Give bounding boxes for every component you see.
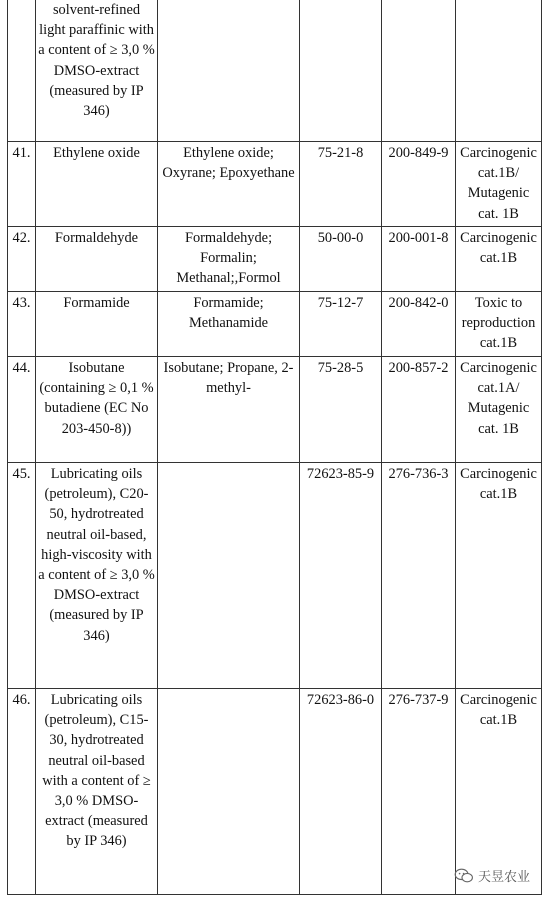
synonyms: Formaldehyde; Formalin; Methanal;,Formol (158, 227, 300, 292)
classification: Carcinogenic cat.1B (456, 689, 542, 895)
classification: Carcinogenic cat.1B (456, 227, 542, 292)
table-row (8, 142, 542, 227)
cas-number: 50-00-0 (300, 227, 382, 292)
synonyms (158, 463, 300, 689)
row-number: 42. (8, 227, 36, 292)
classification: Carcinogenic cat.1B/ Mutagenic cat. 1B (456, 142, 542, 227)
synonyms: Ethylene oxide; Oxyrane; Epoxyethane (158, 142, 300, 227)
table-row (8, 689, 542, 895)
synonyms: Formamide; Methanamide (158, 292, 300, 357)
row-number: 41. (8, 142, 36, 227)
substance-name: Formamide (36, 292, 158, 357)
wechat-icon (454, 868, 474, 884)
synonyms: Isobutane; Propane, 2-methyl- (158, 357, 300, 463)
table-row (8, 357, 542, 463)
cas-number: 75-28-5 (300, 357, 382, 463)
row-number (8, 0, 36, 142)
row-number: 43. (8, 292, 36, 357)
table-row (8, 292, 542, 357)
ec-number: 200-857-2 (382, 357, 456, 463)
row-number: 46. (8, 689, 36, 895)
substance-name: solvent-refined light paraffinic with a content of ≥ 3,0 % DMSO-extract (measured by IP 346) (36, 0, 158, 142)
table-row (8, 227, 542, 292)
synonyms (158, 689, 300, 895)
cas-number: 72623-85-9 (300, 463, 382, 689)
ec-number: 200-849-9 (382, 142, 456, 227)
classification: Carcinogenic cat.1A/ Mutagenic cat. 1B (456, 357, 542, 463)
cas-number: 75-12-7 (300, 292, 382, 357)
substances-table (7, 0, 542, 895)
substance-name: Lubricating oils (petroleum), C15-30, hydrotreated neutral oil-based with a content of ≥ 3,0 % DMSO-extract (measured by IP 346) (36, 689, 158, 895)
ec-number: 276-737-9 (382, 689, 456, 895)
ec-number: 200-842-0 (382, 292, 456, 357)
cas-number: 72623-86-0 (300, 689, 382, 895)
classification (456, 0, 542, 142)
substance-name: Lubricating oils (petroleum), C20-50, hydrotreated neutral oil-based, high-viscosity with a content of ≥ 3,0 % DMSO-extract (measured by IP 346) (36, 463, 158, 689)
watermark (454, 866, 530, 885)
table-row (8, 0, 542, 142)
row-number: 45. (8, 463, 36, 689)
classification: Toxic to reproduction cat.1B (456, 292, 542, 357)
classification: Carcinogenic cat.1B (456, 463, 542, 689)
table-row (8, 463, 542, 689)
ec-number: 200-001-8 (382, 227, 456, 292)
cas-number (300, 0, 382, 142)
substance-name: Isobutane (containing ≥ 0,1 % butadiene (EC No 203-450-8)) (36, 357, 158, 463)
substance-name: Formaldehyde (36, 227, 158, 292)
row-number: 44. (8, 357, 36, 463)
watermark-text: 天昱农业 (477, 870, 530, 885)
cas-number: 75-21-8 (300, 142, 382, 227)
ec-number: 276-736-3 (382, 463, 456, 689)
ec-number (382, 0, 456, 142)
substance-name: Ethylene oxide (36, 142, 158, 227)
synonyms (158, 0, 300, 142)
